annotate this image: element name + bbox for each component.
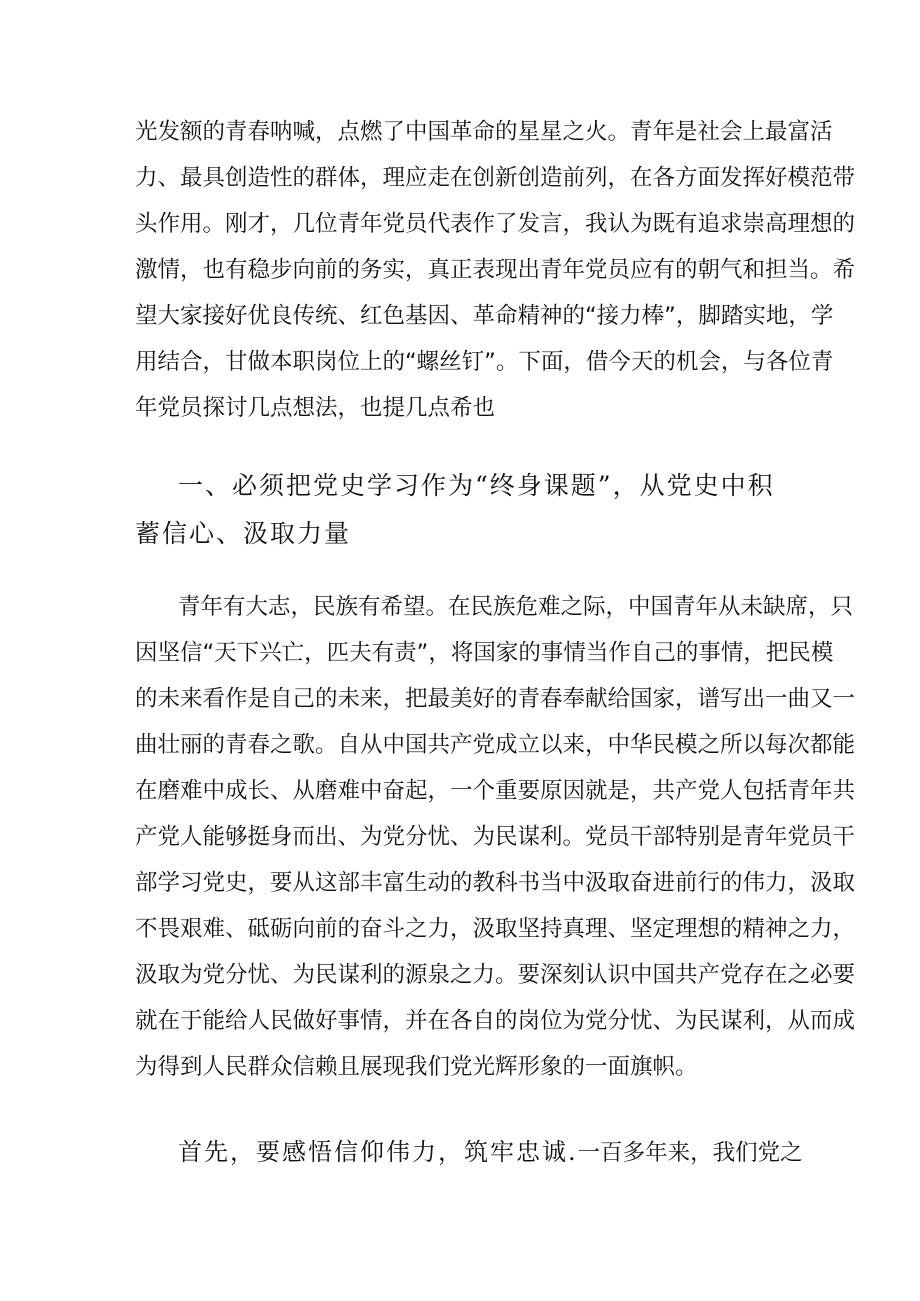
section1-body-line-7: 部学习党史，要从这部丰富生动的教科书当中汲取奋进前行的伟力，汲取 <box>135 870 856 896</box>
section1-body-line-3: 的未来看作是自己的未来，把最美好的青春奉献给国家，谱写出一曲又一 <box>135 686 856 712</box>
intro-line-7: 年党员探讨几点想法，也提几点希也 <box>135 395 496 421</box>
subsection-first-line <box>178 1137 828 1168</box>
subsection-body-text: 一百多年来，我们党之 <box>577 1140 803 1166</box>
section1-body-line-1: 青年有大志，民族有希望。在民族危难之际，中国青年从未缺席，只 <box>178 594 854 620</box>
intro-line-6: 用结合，甘做本职岗位上的“螺丝钉”。下面，借今天的机会，与各位青 <box>135 349 834 375</box>
section1-body-line-11: 为得到人民群众信赖且展现我们党光辉形象的一面旗帜。 <box>135 1054 698 1080</box>
intro-line-3: 头作用。刚才，几位青年党员代表作了发言，我认为既有追求崇高理想的 <box>135 211 856 237</box>
section1-body-line-5: 在磨难中成长、从磨难中奋起，一个重要原因就是，共产党人包括青年共 <box>135 778 856 804</box>
section1-body-line-6: 产党人能够挺身而出、为党分忧、为民谋利。党员干部特别是青年党员干 <box>135 824 856 850</box>
intro-line-1: 光发额的青春呐喊，点燃了中国革命的星星之火。青年是社会上最富活 <box>135 119 833 145</box>
section1-body-line-8: 不畏艰难、砥砺向前的奋斗之力，汲取坚持真理、坚定理想的精神之力， <box>135 916 856 942</box>
section1-heading-line-2: 蓄信心、汲取力量 <box>135 519 352 548</box>
section1-body-line-10: 就在于能给人民做好事情，并在各自的岗位为党分忧、为民谋利，从而成 <box>135 1008 856 1034</box>
section1-body-line-2: 因坚信“天下兴亡，匹夫有责”，将国家的事情当作自己的事情，把民模 <box>135 640 834 666</box>
subsection-heading-text: 首先，要感悟信仰伟力，筑牢忠诚. <box>178 1138 578 1166</box>
section1-body-line-9: 汲取为党分忧、为民谋利的源泉之力。要深刻认识中国共产党存在之必要 <box>135 962 856 988</box>
section1-heading-line-1: 一、必须把党史学习作为“终身课题”，从党史中积 <box>178 471 775 500</box>
intro-line-5: 望大家接好优良传统、红色基因、革命精神的“接力棒”，脚踏实地，学 <box>135 303 834 329</box>
intro-line-4: 激情，也有稳步向前的务实，真正表现出青年党员应有的朝气和担当。希 <box>135 257 856 283</box>
section1-body-line-4: 曲壮丽的青春之歌。自从中国共产党成立以来，中华民模之所以每次都能 <box>135 732 856 758</box>
intro-line-2: 力、最具创造性的群体，理应走在创新创造前列，在各方面发挥好模范带 <box>135 165 856 191</box>
